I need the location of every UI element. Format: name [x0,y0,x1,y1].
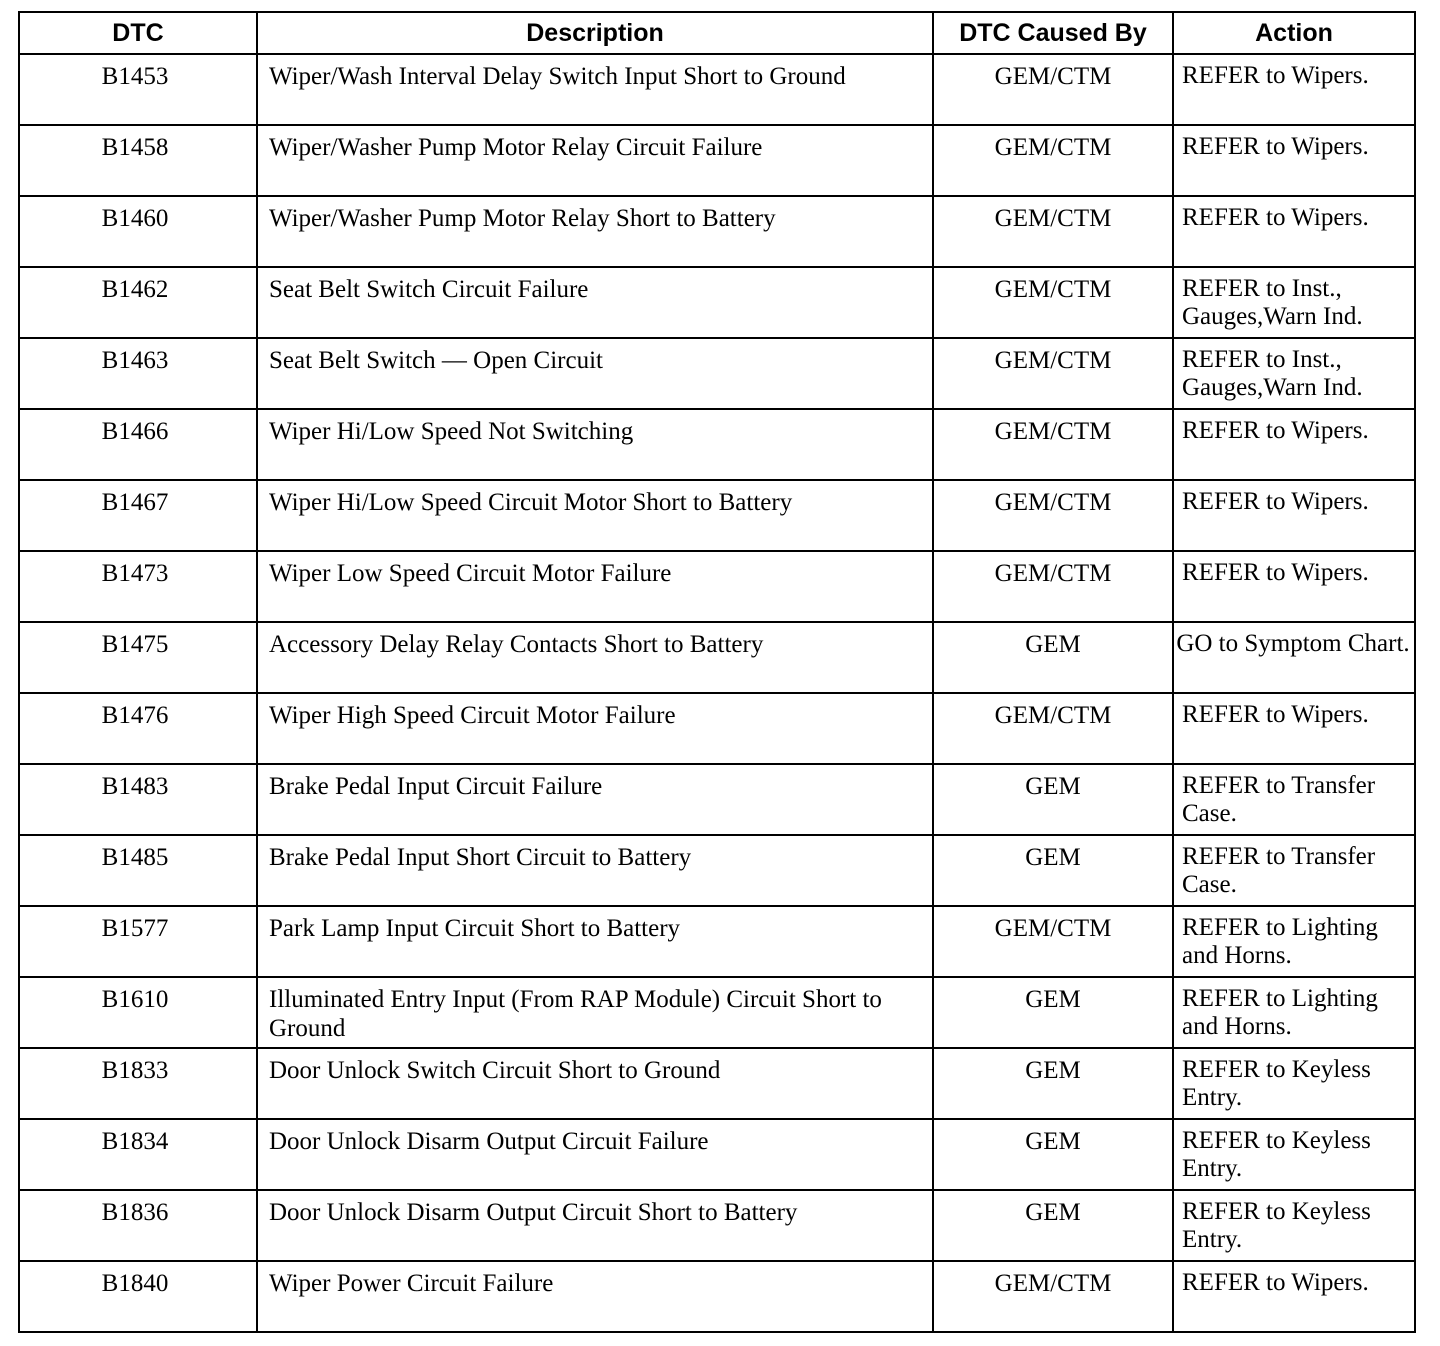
cell-description: Wiper Hi/Low Speed Not Switching [257,409,933,480]
table-row [19,693,1415,764]
cell-action: REFER to Inst., Gauges,Warn Ind. [1173,338,1415,409]
cell-action: REFER to Keyless Entry. [1173,1119,1415,1190]
table-row [19,1119,1415,1190]
cell-dtc: B1610 [19,977,257,1048]
cell-caused-by: GEM/CTM [933,54,1173,125]
cell-dtc: B1473 [19,551,257,622]
cell-dtc: B1833 [19,1048,257,1119]
cell-action: REFER to Wipers. [1173,551,1415,622]
table-row [19,54,1415,125]
cell-description: Illuminated Entry Input (From RAP Module) Circuit Short to Ground [257,977,933,1048]
cell-dtc: B1467 [19,480,257,551]
cell-caused-by: GEM/CTM [933,267,1173,338]
cell-caused-by: GEM/CTM [933,1261,1173,1332]
cell-description: Brake Pedal Input Circuit Failure [257,764,933,835]
cell-caused-by: GEM/CTM [933,480,1173,551]
cell-action: REFER to Lighting and Horns. [1173,906,1415,977]
table-header [19,12,1415,54]
cell-description: Wiper/Wash Interval Delay Switch Input Short to Ground [257,54,933,125]
cell-description: Door Unlock Disarm Output Circuit Failure [257,1119,933,1190]
table-row [19,764,1415,835]
dtc-table [18,11,1416,1333]
table-row [19,338,1415,409]
table-row [19,1261,1415,1332]
cell-description: Wiper Hi/Low Speed Circuit Motor Short to Battery [257,480,933,551]
cell-description: Wiper High Speed Circuit Motor Failure [257,693,933,764]
cell-dtc: B1453 [19,54,257,125]
table-body [19,54,1415,1332]
cell-action: REFER to Transfer Case. [1173,835,1415,906]
cell-caused-by: GEM [933,622,1173,693]
cell-description: Park Lamp Input Circuit Short to Battery [257,906,933,977]
cell-action: REFER to Wipers. [1173,693,1415,764]
cell-caused-by: GEM/CTM [933,409,1173,480]
cell-action: REFER to Inst., Gauges,Warn Ind. [1173,267,1415,338]
cell-caused-by: GEM [933,1048,1173,1119]
cell-description: Accessory Delay Relay Contacts Short to Battery [257,622,933,693]
cell-caused-by: GEM [933,835,1173,906]
header-caused-by: DTC Caused By [933,12,1173,54]
cell-caused-by: GEM [933,1119,1173,1190]
cell-dtc: B1483 [19,764,257,835]
cell-dtc: B1577 [19,906,257,977]
cell-description: Door Unlock Disarm Output Circuit Short to Battery [257,1190,933,1261]
header-action: Action [1173,12,1415,54]
cell-action: REFER to Keyless Entry. [1173,1048,1415,1119]
header-row [19,12,1415,54]
cell-dtc: B1460 [19,196,257,267]
cell-description: Wiper Low Speed Circuit Motor Failure [257,551,933,622]
cell-description: Seat Belt Switch Circuit Failure [257,267,933,338]
cell-action: REFER to Lighting and Horns. [1173,977,1415,1048]
cell-description: Wiper/Washer Pump Motor Relay Circuit Failure [257,125,933,196]
cell-action: REFER to Wipers. [1173,1261,1415,1332]
table-row [19,409,1415,480]
cell-caused-by: GEM [933,977,1173,1048]
cell-dtc: B1475 [19,622,257,693]
table-row [19,551,1415,622]
table-row [19,906,1415,977]
table-row [19,196,1415,267]
cell-dtc: B1836 [19,1190,257,1261]
cell-description: Wiper Power Circuit Failure [257,1261,933,1332]
cell-dtc: B1463 [19,338,257,409]
cell-caused-by: GEM [933,1190,1173,1261]
cell-dtc: B1462 [19,267,257,338]
cell-dtc: B1485 [19,835,257,906]
cell-description: Wiper/Washer Pump Motor Relay Short to Battery [257,196,933,267]
cell-description: Brake Pedal Input Short Circuit to Battery [257,835,933,906]
table-row [19,267,1415,338]
cell-description: Seat Belt Switch — Open Circuit [257,338,933,409]
cell-action: REFER to Wipers. [1173,480,1415,551]
cell-dtc: B1476 [19,693,257,764]
table-row [19,1048,1415,1119]
cell-action: REFER to Wipers. [1173,125,1415,196]
cell-caused-by: GEM/CTM [933,551,1173,622]
table-row [19,977,1415,1048]
table-row [19,622,1415,693]
cell-action: REFER to Keyless Entry. [1173,1190,1415,1261]
cell-action: GO to Symptom Chart. [1173,622,1415,693]
cell-dtc: B1458 [19,125,257,196]
table-row [19,835,1415,906]
cell-caused-by: GEM/CTM [933,125,1173,196]
cell-caused-by: GEM [933,764,1173,835]
cell-caused-by: GEM/CTM [933,196,1173,267]
cell-action: REFER to Wipers. [1173,409,1415,480]
cell-dtc: B1466 [19,409,257,480]
cell-action: REFER to Transfer Case. [1173,764,1415,835]
table-row [19,1190,1415,1261]
cell-description: Door Unlock Switch Circuit Short to Ground [257,1048,933,1119]
cell-dtc: B1834 [19,1119,257,1190]
table-row [19,125,1415,196]
cell-caused-by: GEM/CTM [933,906,1173,977]
cell-dtc: B1840 [19,1261,257,1332]
cell-caused-by: GEM/CTM [933,338,1173,409]
cell-action: REFER to Wipers. [1173,196,1415,267]
cell-caused-by: GEM/CTM [933,693,1173,764]
cell-action: REFER to Wipers. [1173,54,1415,125]
header-description: Description [257,12,933,54]
header-dtc: DTC [19,12,257,54]
table-row [19,480,1415,551]
